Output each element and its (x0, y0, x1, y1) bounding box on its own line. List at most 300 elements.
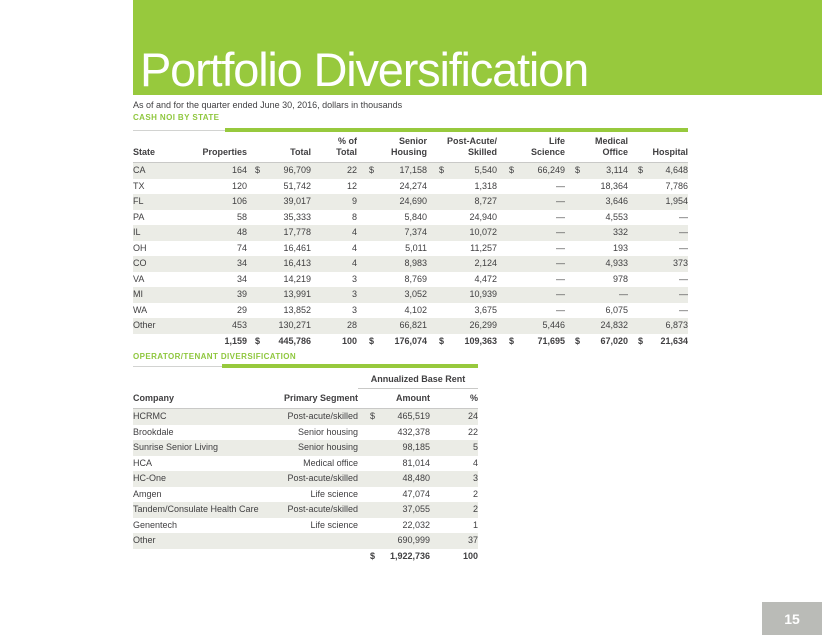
cell-value: 109,363 (464, 335, 497, 346)
cell-value: 176,074 (394, 335, 427, 346)
table-row (133, 194, 688, 210)
cell-value: 24,940 (469, 211, 497, 222)
segment-cell: Post-acute/skilled (287, 504, 358, 514)
cell-value: 22,032 (402, 519, 430, 530)
op-header-row (133, 389, 478, 409)
percent-cell: 2 (472, 504, 478, 514)
table-cell (358, 533, 430, 549)
segment-cell: Medical office (303, 457, 358, 468)
table-cell (565, 179, 628, 195)
cell-value: 4 (351, 242, 357, 253)
table-cell (497, 179, 565, 195)
cell-value: — (556, 196, 565, 206)
cell-value: 4,102 (404, 304, 427, 315)
table-cell (628, 194, 688, 210)
cell-value: 4,553 (605, 211, 628, 222)
table-cell (427, 334, 497, 350)
table-cell (427, 318, 497, 334)
table-cell (181, 287, 247, 303)
table-cell (311, 210, 357, 226)
percent-cell: 2 (472, 488, 478, 499)
column-header-percent: % (469, 393, 478, 403)
cell-value: 8 (351, 211, 357, 222)
state-cell: IL (133, 227, 141, 237)
table-cell (357, 225, 427, 241)
cell-value: — (556, 227, 565, 237)
table-cell (628, 303, 688, 319)
table-cell (181, 241, 247, 257)
table-cell (497, 194, 565, 210)
company-cell: Genentech (133, 519, 178, 530)
table-cell (565, 318, 628, 334)
table-cell (181, 303, 247, 319)
cell-value: 445,786 (278, 335, 311, 346)
table-row (133, 409, 478, 425)
table-cell (247, 272, 311, 288)
table-cell (181, 210, 247, 226)
cell-value: 13,852 (283, 304, 311, 315)
table-cell (311, 194, 357, 210)
table-cell (427, 241, 497, 257)
cell-value: — (679, 242, 688, 253)
table-row (133, 334, 688, 350)
cell-value: 3,646 (605, 196, 628, 206)
dollar-sign: $ (370, 411, 376, 421)
table-cell (497, 163, 565, 179)
group-header-row (133, 368, 478, 389)
table-cell (311, 225, 357, 241)
table-cell (311, 303, 357, 319)
table-cell (247, 179, 311, 195)
cell-value: 81,014 (402, 457, 430, 468)
table-cell (628, 241, 688, 257)
cell-value: 14,219 (283, 273, 311, 284)
column-header: Hospital (652, 147, 688, 157)
table-row (133, 241, 688, 257)
table-cell (247, 241, 311, 257)
company-cell: Other (133, 535, 156, 545)
page-number: 15 (784, 610, 800, 627)
table-cell (427, 256, 497, 272)
cell-value: 74 (236, 242, 247, 253)
state-cell: TX (133, 180, 145, 191)
cell-value: 2,124 (474, 258, 497, 268)
cell-value: 66,249 (537, 165, 565, 175)
cell-value: 67,020 (600, 335, 628, 346)
company-cell: Tandem/Consulate Health Care (133, 504, 259, 514)
cell-value: 10,939 (469, 289, 497, 299)
cell-value: 1,954 (665, 196, 688, 206)
table-cell (628, 272, 688, 288)
column-header: State (133, 147, 156, 157)
cell-value: 1,159 (224, 335, 247, 346)
percent-cell: 5 (472, 442, 478, 452)
cell-value: 17,778 (283, 227, 311, 237)
percent-cell: 24 (467, 411, 478, 421)
cell-value: — (679, 273, 688, 284)
table-row (133, 456, 478, 472)
table-cell (497, 225, 565, 241)
dollar-sign: $ (370, 550, 376, 561)
table-row (133, 487, 478, 503)
cash-noi-table (133, 128, 688, 349)
cell-value: 51,742 (283, 180, 311, 191)
cell-value: 120 (231, 180, 247, 191)
table-cell (497, 287, 565, 303)
company-cell: HC-One (133, 473, 167, 483)
company-cell: HCA (133, 457, 153, 468)
company-cell: Brookdale (133, 426, 174, 437)
table-cell (247, 163, 311, 179)
percent-cell: 4 (472, 457, 478, 468)
cell-value: 6,873 (665, 320, 688, 330)
segment-cell: Life science (310, 519, 358, 530)
table-cell (357, 272, 427, 288)
dollar-sign: $ (369, 335, 375, 346)
company-cell: HCRMC (133, 411, 167, 421)
table-row (133, 303, 688, 319)
top-bar-gray-segment (133, 366, 222, 367)
cell-value: 332 (612, 227, 628, 237)
cell-value: 4 (351, 258, 357, 268)
table-cell (497, 318, 565, 334)
cell-value: 47,074 (402, 488, 430, 499)
column-header: Life Science (530, 136, 565, 157)
section-label-cash-noi: CASH NOI BY STATE (133, 113, 220, 122)
company-cell: Amgen (133, 488, 162, 499)
table-cell (357, 287, 427, 303)
table-cell (181, 194, 247, 210)
table-row (133, 518, 478, 534)
table-row (133, 440, 478, 456)
cell-value: 17,158 (399, 165, 427, 175)
table-top-bar (133, 128, 688, 132)
table-cell (628, 163, 688, 179)
cell-value: 13,991 (283, 289, 311, 299)
cell-value: 4,472 (474, 273, 497, 284)
cell-value: 21,634 (660, 335, 688, 346)
column-header: Medical Office (594, 136, 628, 157)
cell-value: 5,840 (404, 211, 427, 222)
table-cell (497, 303, 565, 319)
table-cell (565, 256, 628, 272)
table-cell (358, 456, 430, 472)
cell-value: 12 (346, 180, 357, 191)
cell-value: — (556, 211, 565, 222)
page-number-box (762, 602, 822, 635)
cell-value: 18,364 (600, 180, 628, 191)
cell-value: 98,185 (402, 442, 430, 452)
table-cell (427, 225, 497, 241)
cell-value: — (556, 289, 565, 299)
table-cell (628, 334, 688, 350)
table-cell (628, 179, 688, 195)
table-cell (357, 163, 427, 179)
table-cell (358, 518, 430, 534)
table-cell (357, 210, 427, 226)
table-cell (311, 272, 357, 288)
percent-cell: 100 (462, 550, 478, 561)
table-cell (427, 210, 497, 226)
table-cell (247, 334, 311, 350)
cell-value: 29 (236, 304, 247, 315)
column-header-primary-segment: Primary Segment (283, 393, 358, 403)
table-cell (427, 287, 497, 303)
table-cell (247, 225, 311, 241)
state-cell: FL (133, 196, 144, 206)
top-bar-gray-segment (133, 130, 225, 131)
cell-value: 1,922,736 (389, 550, 430, 561)
cell-value: 3,052 (404, 289, 427, 299)
cell-value: 100 (341, 335, 357, 346)
state-cell: Other (133, 320, 156, 330)
cell-value: 1,318 (474, 180, 497, 191)
column-header: Post-Acute/ Skilled (446, 136, 497, 157)
dollar-sign: $ (369, 165, 375, 175)
table-cell (497, 272, 565, 288)
table-row (133, 549, 478, 565)
cell-value: 22 (346, 165, 357, 175)
table-cell (181, 163, 247, 179)
state-cell: CA (133, 165, 146, 175)
cell-value: 106 (231, 196, 247, 206)
segment-cell: Senior housing (297, 426, 358, 437)
dollar-sign: $ (509, 335, 515, 346)
table-cell (181, 179, 247, 195)
state-cell: CO (133, 258, 147, 268)
table-cell (311, 318, 357, 334)
table-cell (565, 241, 628, 257)
table-cell (628, 318, 688, 334)
cell-value: — (619, 289, 628, 299)
table-cell (427, 272, 497, 288)
cell-value: — (556, 242, 565, 253)
table-cell (497, 210, 565, 226)
cell-value: 24,832 (600, 320, 628, 330)
table-cell (247, 318, 311, 334)
table-cell (181, 225, 247, 241)
dollar-sign: $ (255, 165, 261, 175)
table-cell (565, 303, 628, 319)
cell-value: 432,378 (397, 426, 430, 437)
table-cell (358, 425, 430, 441)
cell-value: 71,695 (537, 335, 565, 346)
table-row (133, 210, 688, 226)
dollar-sign: $ (439, 165, 445, 175)
dollar-sign: $ (575, 335, 581, 346)
dollar-sign: $ (509, 165, 515, 175)
cell-value: 24,690 (399, 196, 427, 206)
cell-value: 130,271 (278, 320, 311, 330)
cell-value: 16,413 (283, 258, 311, 268)
cell-value: 26,299 (469, 320, 497, 330)
table-cell (181, 256, 247, 272)
table-top-bar (133, 364, 478, 368)
dollar-sign: $ (575, 165, 581, 175)
table-row (133, 163, 688, 179)
table-cell (357, 256, 427, 272)
cell-value: 66,821 (399, 320, 427, 330)
table-cell (247, 303, 311, 319)
state-cell: VA (133, 273, 145, 284)
table-row (133, 272, 688, 288)
cell-value: 5,540 (474, 165, 497, 175)
cell-value: 58 (236, 211, 247, 222)
table-cell (565, 225, 628, 241)
segment-cell: Life science (310, 488, 358, 499)
noi-header-row (133, 132, 688, 163)
table-row (133, 533, 478, 549)
table-cell (565, 210, 628, 226)
cell-value: 164 (231, 165, 247, 175)
cell-value: 24,274 (399, 180, 427, 191)
op-table-body (133, 409, 478, 564)
percent-cell: 37 (467, 535, 478, 545)
cell-value: — (556, 258, 565, 268)
segment-cell: Post-acute/skilled (287, 473, 358, 483)
company-cell: Sunrise Senior Living (133, 442, 219, 452)
cell-value: — (679, 211, 688, 222)
cell-value: 4 (351, 227, 357, 237)
cell-value: 6,075 (605, 304, 628, 315)
column-header: Total (290, 147, 311, 157)
cell-value: — (556, 304, 565, 315)
table-cell (628, 256, 688, 272)
table-row (133, 471, 478, 487)
table-cell (565, 334, 628, 350)
table-cell (311, 163, 357, 179)
table-row (133, 179, 688, 195)
cell-value: 48 (236, 227, 247, 237)
table-cell (357, 241, 427, 257)
cell-value: 3,675 (474, 304, 497, 315)
cell-value: — (679, 289, 688, 299)
cell-value: 3 (351, 304, 357, 315)
cell-value: 28 (346, 320, 357, 330)
table-cell (628, 225, 688, 241)
cell-value: 39,017 (283, 196, 311, 206)
table-cell (565, 194, 628, 210)
table-cell (247, 210, 311, 226)
column-header: % of Total (336, 136, 357, 157)
operator-tenant-table (133, 364, 478, 564)
page-subtitle: As of and for the quarter ended June 30, 2016, dollars in thousands (133, 100, 403, 110)
cell-value: 35,333 (283, 211, 311, 222)
table-cell (358, 502, 430, 518)
cell-value: 4,933 (605, 258, 628, 268)
table-cell (181, 318, 247, 334)
table-cell (247, 256, 311, 272)
table-cell (565, 272, 628, 288)
cell-value: 10,072 (469, 227, 497, 237)
table-cell (247, 287, 311, 303)
table-cell (181, 272, 247, 288)
table-row (133, 256, 688, 272)
table-cell (497, 256, 565, 272)
cell-value: 48,480 (402, 473, 430, 483)
dollar-sign: $ (439, 335, 445, 346)
cell-value: 3 (351, 289, 357, 299)
table-cell (427, 303, 497, 319)
table-cell (427, 163, 497, 179)
table-cell (311, 241, 357, 257)
table-cell (358, 409, 430, 425)
table-cell (311, 334, 357, 350)
table-cell (628, 210, 688, 226)
table-cell (357, 303, 427, 319)
table-cell (565, 287, 628, 303)
cell-value: 193 (612, 242, 628, 253)
cell-value: 465,519 (397, 411, 430, 421)
dollar-sign: $ (638, 335, 644, 346)
table-row (133, 287, 688, 303)
segment-cell: Senior housing (297, 442, 358, 452)
column-header-company: Company (133, 393, 175, 403)
section-label-operator-tenant: OPERATOR/TENANT DIVERSIFICATION (133, 352, 297, 361)
group-header-annualized-base-rent: Annualized Base Rent (358, 371, 478, 389)
cell-value: 373 (672, 258, 688, 268)
table-cell (565, 163, 628, 179)
table-cell (427, 194, 497, 210)
cell-value: 34 (236, 258, 247, 268)
cell-value: — (556, 273, 565, 284)
group-header-spacer (133, 371, 358, 389)
segment-cell: Post-acute/skilled (287, 411, 358, 421)
table-cell (357, 194, 427, 210)
cell-value: — (679, 304, 688, 315)
cell-value: 7,786 (665, 180, 688, 191)
table-cell (497, 334, 565, 350)
dollar-sign: $ (255, 335, 261, 346)
column-header: Properties (202, 147, 247, 157)
table-cell (357, 179, 427, 195)
table-cell (358, 440, 430, 456)
table-cell (497, 241, 565, 257)
cell-value: 34 (236, 273, 247, 284)
cell-value: 9 (351, 196, 357, 206)
cell-value: 5,011 (405, 242, 427, 253)
column-header: Senior Housing (391, 136, 427, 157)
column-header-amount: Amount (396, 393, 430, 403)
cell-value: 37,055 (402, 504, 430, 514)
cell-value: 690,999 (397, 535, 430, 545)
table-cell (357, 334, 427, 350)
cell-value: 8,727 (474, 196, 497, 206)
table-cell (247, 194, 311, 210)
cell-value: 39 (236, 289, 247, 299)
cell-value: 8,769 (404, 273, 427, 284)
percent-cell: 3 (472, 473, 478, 483)
cell-value: 11,257 (470, 242, 497, 253)
cell-value: 5,446 (542, 320, 565, 330)
table-row (133, 225, 688, 241)
dollar-sign: $ (638, 165, 644, 175)
cell-value: 978 (612, 273, 628, 284)
cell-value: 4,648 (665, 165, 688, 175)
table-cell (311, 287, 357, 303)
cell-value: 7,374 (404, 227, 427, 237)
noi-table-body (133, 163, 688, 349)
state-cell: MI (133, 289, 143, 299)
table-row (133, 425, 478, 441)
page-title: Portfolio Diversification (140, 43, 589, 96)
cell-value: 453 (231, 320, 247, 330)
table-cell (358, 487, 430, 503)
cell-value: — (679, 227, 688, 237)
table-cell (311, 256, 357, 272)
percent-cell: 1 (472, 519, 478, 530)
state-cell: WA (133, 304, 148, 315)
